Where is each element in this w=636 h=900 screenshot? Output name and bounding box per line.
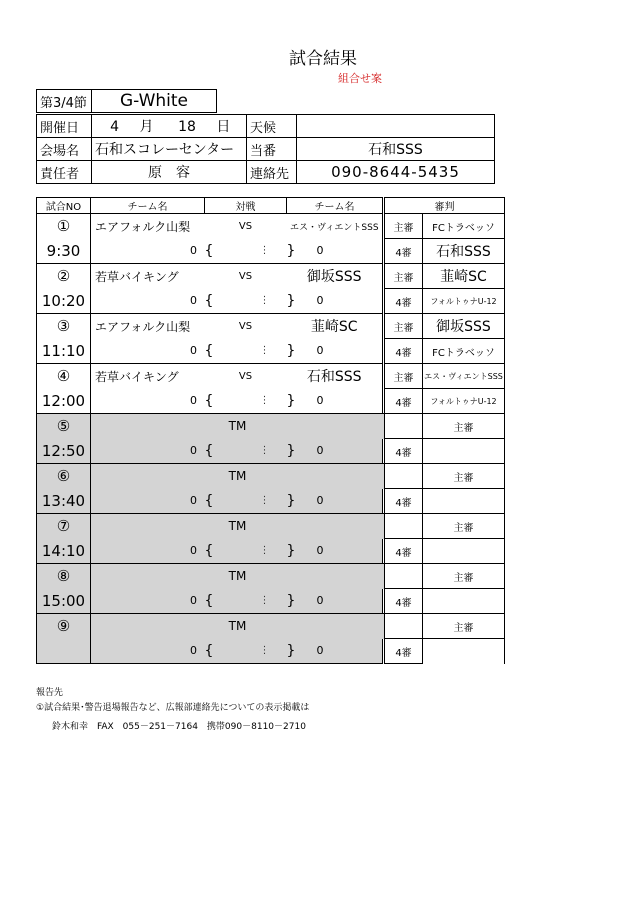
col-team-b: チーム名 bbox=[287, 198, 383, 214]
round-label: 第3/4節 bbox=[37, 90, 92, 113]
close-brace: } bbox=[287, 539, 315, 564]
team-a-name: エアフォルク山梨 bbox=[91, 314, 205, 339]
match-number: ② bbox=[37, 264, 91, 289]
team-b-score: 0 bbox=[315, 439, 383, 464]
open-brace: { bbox=[205, 589, 243, 614]
column-header-row bbox=[37, 198, 505, 214]
vs-label: VS bbox=[205, 214, 287, 239]
training-match-label: TM bbox=[91, 614, 385, 639]
team-a-score: 0 bbox=[183, 389, 205, 414]
date-value bbox=[92, 115, 247, 138]
team-b-score: 0 bbox=[315, 639, 383, 664]
main-referee-role: 主審 bbox=[385, 314, 423, 339]
team-b-score: 0 bbox=[315, 289, 383, 314]
close-brace: } bbox=[287, 639, 315, 664]
team-b-name: 韮崎SC bbox=[287, 314, 383, 339]
team-b-name: 石和SSS bbox=[287, 364, 383, 389]
duty-value: 石和SSS bbox=[297, 138, 495, 161]
open-brace: { bbox=[205, 239, 243, 264]
main-referee-role: 主審 bbox=[385, 364, 423, 389]
vs-label: VS bbox=[205, 264, 287, 289]
team-a-score: 0 bbox=[183, 239, 205, 264]
footer-heading: 報告先 bbox=[36, 688, 64, 698]
match-row-top bbox=[37, 314, 505, 339]
training-match-label: TM bbox=[91, 414, 385, 439]
match-row-bottom bbox=[37, 239, 505, 264]
team-a-name: 若草バイキング bbox=[91, 364, 205, 389]
team-b-score: 0 bbox=[315, 489, 383, 514]
team-a-score: 0 bbox=[183, 489, 205, 514]
weather-label: 天候 bbox=[247, 115, 297, 138]
kickoff-time: 14:10 bbox=[37, 539, 91, 564]
main-referee-role: 主審 bbox=[385, 214, 423, 239]
close-brace: } bbox=[287, 339, 315, 364]
month-number: 4 bbox=[110, 119, 119, 135]
team-b-name: 御坂SSS bbox=[287, 264, 383, 289]
match-row-top bbox=[37, 264, 505, 289]
main-referee-team: 韮崎SC bbox=[423, 264, 505, 289]
match-row-bottom bbox=[37, 439, 505, 464]
match-table bbox=[36, 197, 505, 664]
open-brace: { bbox=[205, 539, 243, 564]
fourth-referee-role: 4審 bbox=[385, 639, 423, 664]
col-vs: 対戦 bbox=[205, 198, 287, 214]
vs-label: VS bbox=[205, 364, 287, 389]
page-title: 試合結果 bbox=[289, 49, 357, 69]
score-divider: ⋮ bbox=[255, 439, 275, 464]
kickoff-time: 12:50 bbox=[37, 439, 91, 464]
close-brace: } bbox=[287, 589, 315, 614]
kickoff-time: 10:20 bbox=[37, 289, 91, 314]
event-info-table bbox=[36, 114, 495, 184]
team-a-name: エアフォルク山梨 bbox=[91, 214, 205, 239]
score-divider: ⋮ bbox=[255, 389, 275, 414]
kickoff-time: 15:00 bbox=[37, 589, 91, 614]
team-a-score-spacer bbox=[91, 339, 183, 364]
fourth-referee-role: 4審 bbox=[385, 339, 423, 364]
open-brace: { bbox=[205, 639, 243, 664]
match-number: ① bbox=[37, 214, 91, 239]
team-a-score-spacer bbox=[91, 289, 183, 314]
kickoff-time bbox=[37, 639, 91, 664]
match-row-bottom bbox=[37, 539, 505, 564]
close-brace: } bbox=[287, 289, 315, 314]
score-divider: ⋮ bbox=[255, 339, 275, 364]
training-match-label: TM bbox=[91, 564, 385, 589]
col-referee: 審判 bbox=[385, 198, 505, 214]
match-number: ⑨ bbox=[37, 614, 91, 639]
team-b-score: 0 bbox=[315, 389, 383, 414]
col-match-no: 試合NO bbox=[37, 198, 91, 214]
fourth-referee-role: 4審 bbox=[385, 389, 423, 414]
contact-label: 連絡先 bbox=[247, 161, 297, 184]
round-table bbox=[36, 89, 217, 113]
close-brace: } bbox=[287, 389, 315, 414]
match-row-top bbox=[37, 364, 505, 389]
match-row-top bbox=[37, 214, 505, 239]
main-referee-role: 主審 bbox=[423, 614, 505, 639]
match-number: ⑤ bbox=[37, 414, 91, 439]
team-b-name: エス・ヴィエントSSS bbox=[287, 214, 383, 239]
match-row-top bbox=[37, 614, 505, 639]
match-row-top bbox=[37, 464, 505, 489]
team-name: G-White bbox=[92, 90, 217, 113]
match-number: ④ bbox=[37, 364, 91, 389]
fourth-referee-role: 4審 bbox=[385, 589, 423, 614]
team-a-score-spacer bbox=[91, 539, 183, 564]
main-referee-team: エス・ヴィエントSSS bbox=[423, 364, 505, 389]
main-referee-role: 主審 bbox=[423, 464, 505, 489]
duty-label: 当番 bbox=[247, 138, 297, 161]
match-number: ⑥ bbox=[37, 464, 91, 489]
fourth-referee-role: 4審 bbox=[385, 439, 423, 464]
fourth-referee-team: 石和SSS bbox=[423, 239, 505, 264]
footer-note: ①試合結果･警告退場報告など、広報部連絡先についての表示掲載は bbox=[36, 703, 310, 713]
match-row-bottom bbox=[37, 589, 505, 614]
col-team-a: チーム名 bbox=[91, 198, 205, 214]
main-referee-role: 主審 bbox=[385, 264, 423, 289]
score-divider: ⋮ bbox=[255, 539, 275, 564]
manager-label: 責任者 bbox=[37, 161, 92, 184]
date-label: 開催日 bbox=[37, 115, 92, 138]
kickoff-time: 11:10 bbox=[37, 339, 91, 364]
main-referee-team: FCトラベッソ bbox=[423, 214, 505, 239]
main-referee-role: 主審 bbox=[423, 514, 505, 539]
kickoff-time: 12:00 bbox=[37, 389, 91, 414]
open-brace: { bbox=[205, 439, 243, 464]
month-unit: 月 bbox=[139, 119, 154, 135]
kickoff-time: 13:40 bbox=[37, 489, 91, 514]
day-number: 18 bbox=[178, 119, 196, 135]
team-a-score: 0 bbox=[183, 539, 205, 564]
match-row-bottom bbox=[37, 639, 505, 664]
team-a-score-spacer bbox=[91, 489, 183, 514]
team-a-score: 0 bbox=[183, 289, 205, 314]
close-brace: } bbox=[287, 239, 315, 264]
vs-label: VS bbox=[205, 314, 287, 339]
page-subtitle: 組合せ案 bbox=[338, 72, 382, 85]
match-number: ⑦ bbox=[37, 514, 91, 539]
main-referee-team: 御坂SSS bbox=[423, 314, 505, 339]
match-row-top bbox=[37, 414, 505, 439]
open-brace: { bbox=[205, 389, 243, 414]
team-a-score-spacer bbox=[91, 639, 183, 664]
team-a-score-spacer bbox=[91, 439, 183, 464]
score-divider: ⋮ bbox=[255, 489, 275, 514]
match-number: ⑧ bbox=[37, 564, 91, 589]
team-a-score: 0 bbox=[183, 439, 205, 464]
training-match-label: TM bbox=[91, 464, 385, 489]
team-a-score-spacer bbox=[91, 389, 183, 414]
footer-contact: 鈴木和幸 FAX 055－251－7164 携帯090－8110－2710 bbox=[52, 722, 306, 732]
team-b-score: 0 bbox=[315, 589, 383, 614]
fourth-referee-role: 4審 bbox=[385, 239, 423, 264]
team-a-name: 若草バイキング bbox=[91, 264, 205, 289]
match-row-bottom bbox=[37, 489, 505, 514]
venue-value: 石和スコレーセンター bbox=[92, 138, 247, 161]
weather-value bbox=[297, 115, 495, 138]
match-row-top bbox=[37, 564, 505, 589]
fourth-referee-team: FCトラベッソ bbox=[423, 339, 505, 364]
score-divider: ⋮ bbox=[255, 239, 275, 264]
team-a-score: 0 bbox=[183, 589, 205, 614]
score-divider: ⋮ bbox=[255, 639, 275, 664]
team-b-score: 0 bbox=[315, 239, 383, 264]
match-number: ③ bbox=[37, 314, 91, 339]
manager-value: 原 容 bbox=[92, 161, 247, 184]
training-match-label: TM bbox=[91, 514, 385, 539]
venue-label: 会場名 bbox=[37, 138, 92, 161]
team-b-score: 0 bbox=[315, 539, 383, 564]
kickoff-time: 9:30 bbox=[37, 239, 91, 264]
match-row-top bbox=[37, 514, 505, 539]
open-brace: { bbox=[205, 339, 243, 364]
main-referee-role: 主審 bbox=[423, 564, 505, 589]
team-a-score: 0 bbox=[183, 339, 205, 364]
match-row-bottom bbox=[37, 339, 505, 364]
team-b-score: 0 bbox=[315, 339, 383, 364]
fourth-referee-role: 4審 bbox=[385, 289, 423, 314]
close-brace: } bbox=[287, 439, 315, 464]
team-a-score-spacer bbox=[91, 589, 183, 614]
score-divider: ⋮ bbox=[255, 589, 275, 614]
score-divider: ⋮ bbox=[255, 289, 275, 314]
open-brace: { bbox=[205, 289, 243, 314]
close-brace: } bbox=[287, 489, 315, 514]
open-brace: { bbox=[205, 489, 243, 514]
main-referee-role: 主審 bbox=[423, 414, 505, 439]
fourth-referee-role: 4審 bbox=[385, 539, 423, 564]
match-row-bottom bbox=[37, 389, 505, 414]
team-a-score-spacer bbox=[91, 239, 183, 264]
day-unit: 日 bbox=[216, 119, 231, 135]
contact-value: 090-8644-5435 bbox=[297, 161, 495, 184]
match-row-bottom bbox=[37, 289, 505, 314]
fourth-referee-role: 4審 bbox=[385, 489, 423, 514]
team-a-score: 0 bbox=[183, 639, 205, 664]
fourth-referee-team: フォルトゥナU-12 bbox=[423, 289, 505, 314]
fourth-referee-team: フォルトゥナU-12 bbox=[423, 389, 505, 414]
